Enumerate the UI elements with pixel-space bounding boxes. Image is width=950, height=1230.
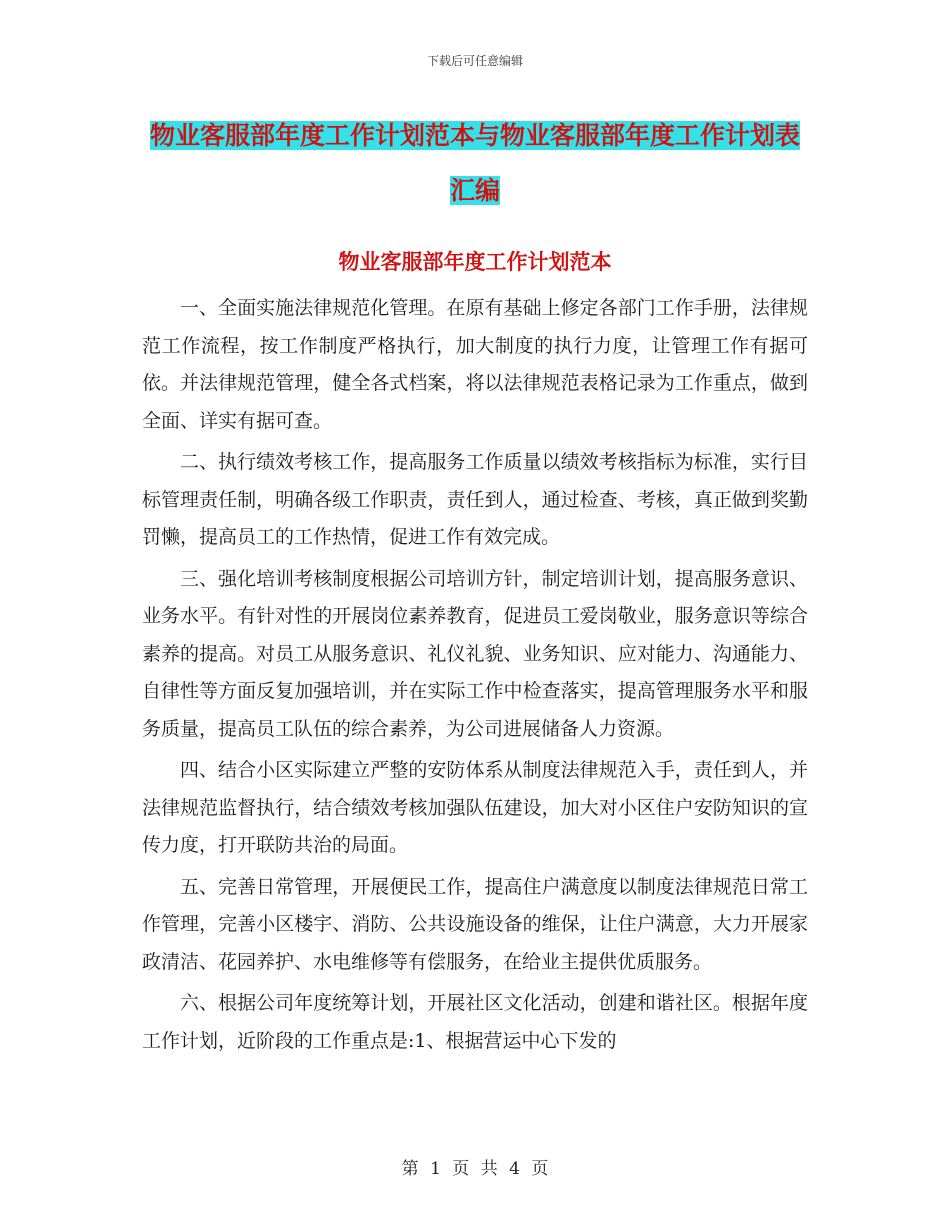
paragraph-3: 三、强化培训考核制度根据公司培训方针，制定培训计划，提高服务意识、业务水平。有针对性的开展岗位素养教育，促进员工爱岗敬业，服务意识等综合素养的提高。对员工从服务意识、礼仪礼貌、业务知识、应对能力、沟通能力、自律性等方面反复加强培训，并在实际工作中检查落实，提高管理服务水平和服务质量，提高员工队伍的综合素养，为公司进展储备人力资源。: [142, 567, 808, 740]
section-title: 物业客服部年度工作计划范本: [338, 250, 612, 274]
document-title: [142, 108, 808, 218]
paragraph-5: 五、完善日常管理，开展便民工作，提高住户满意度以制度法律规范日常工作管理，完善小区楼宇、消防、公共设施设备的维保，让住户满意，大力开展家政清洁、花园养护、水电维修等有偿服务，在给业主提供优质服务。: [142, 875, 808, 973]
paragraph-4: 四、结合小区实际建立严整的安防体系从制度法律规范入手，责任到人，并法律规范监督执行，结合绩效考核加强队伍建设，加大对小区住户安防知识的宣传力度，打开联防共治的局面。: [142, 759, 808, 856]
paragraph-2: 二、执行绩效考核工作，提高服务工作质量以绩效考核指标为标准，实行目标管理责任制，明确各级工作职责，责任到人，通过检查、考核，真正做到奖勤罚懒，提高员工的工作热情，促进工作有效完成。: [142, 451, 808, 548]
page-footer: 第 1 页 共 4 页: [401, 1159, 549, 1179]
paragraph-6: 六、根据公司年度统筹计划，开展社区文化活动，创建和谐社区。根据年度工作计划，近阶段的工作重点是:1、根据营运中心下发的: [142, 992, 808, 1052]
paragraph-1: 一、全面实施法律规范化管理。在原有基础上修定各部门工作手册，法律规范工作流程，按工作制度严格执行，加大制度的执行力度，让管理工作有据可依。并法律规范管理，健全各式档案，将以法律规范表格记录为工作重点，做到全面、详实有据可查。: [142, 297, 808, 432]
document-title-text: 物业客服部年度工作计划范本与物业客服部年度工作计划表汇编: [149, 121, 800, 205]
header-note: 下载后可任意编辑: [426, 54, 523, 68]
body-text: [142, 290, 808, 1064]
